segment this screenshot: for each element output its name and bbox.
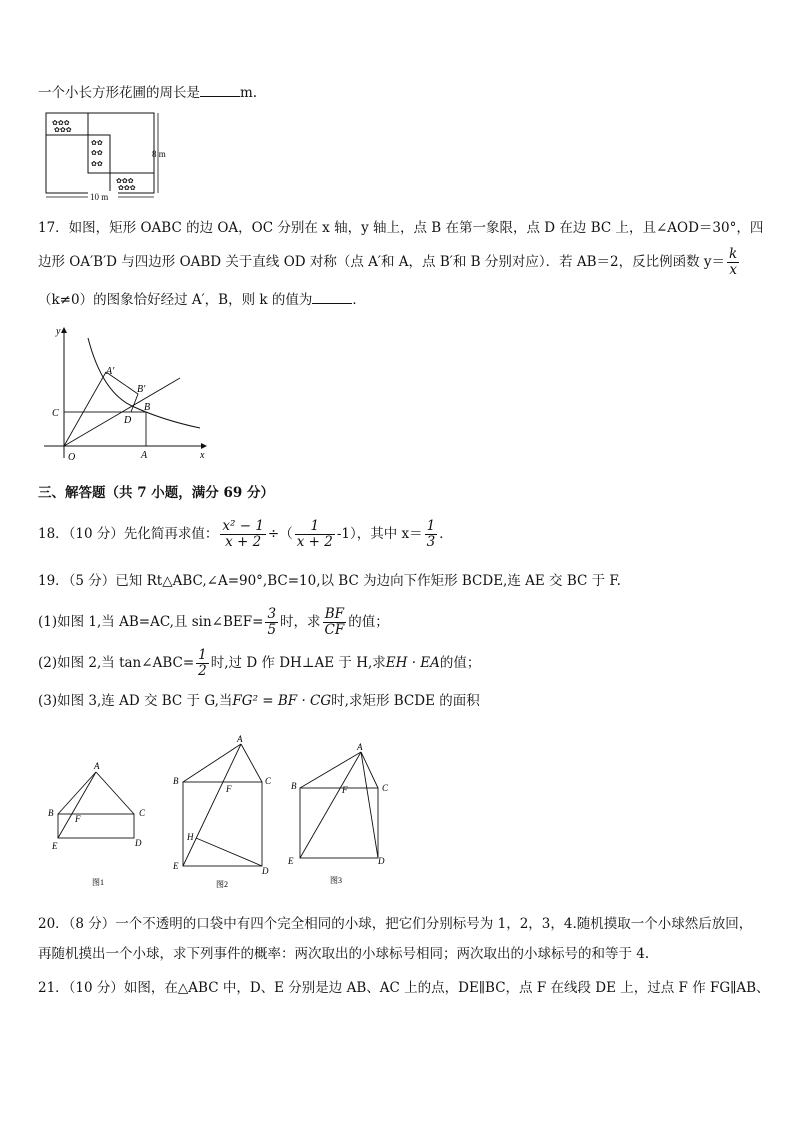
q17-line1: 17．如图，矩形 OABC 的边 OA，OC 分别在 x 轴，y 轴上，点 B 在第一象限，点 D 在边 BC 上，且∠AOD＝30°，四 [38,220,764,236]
k-over-x-fraction: $\frac{k}{x}$ [729,246,738,278]
q19-figures [40,732,410,892]
point-A-label: A [141,450,148,461]
garden-width-label: 10 m [90,192,109,202]
q20-line1: 20．（8 分）一个不透明的口袋中有四个完全相同的小球，把它们分别标号为 1，2，3，4.随机摸取一个小球然后放回， [38,916,753,932]
q17-line2-text: 边形 OA′B′D 与四边形 OABD 关于直线 OD 对称（点 A′和 A，点 B′和 B 分别对应）．若 AB＝2，反比例函数 y＝ [38,254,726,270]
line-OA-prime [64,372,106,446]
segment-A-prime-B-prime-D [106,372,138,412]
q16-tail-unit: m. [240,85,258,101]
q16-tail-text: 一个小长方形花圃的周长是 [38,85,200,101]
q17-line3: （k≠0）的图象恰好经过 A′，B，则 k 的值为 ． [38,292,366,308]
q18-fraction-1: $\frac{\text{x² − 1}}{x + 2}$ [222,518,264,550]
fig3-label-A: A [357,742,363,752]
fig1-label-C: C [139,808,146,818]
q19-fraction-BF-CF: $\frac{BF}{CF}$ [324,606,345,638]
q19-fraction-3-5: $\frac{3}{5}$ [267,606,277,638]
fig2-label-B: B [173,776,179,786]
fig2-label-C: C [265,776,272,786]
q19-line1: 19．（5 分）已知 Rt△ABC,∠A=90°,BC=10,以 BC 为边向下作矩形 BCDE,连 AE 交 BC 于 F. [38,573,621,589]
point-A-prime-label: A′ [106,366,115,377]
q17-line3-text: （k≠0）的图象恰好经过 A′，B，则 k 的值为 [38,292,313,308]
fig3-label-B: B [291,781,297,791]
q21-line1: 21．（10 分）如图，在△ABC 中，D、E 分别是边 AB、AC 上的点，DE∥BC，点 F 在线段 DE 上，过点 F 作 FG∥AB、 [38,980,770,996]
section-3-heading: 三、解答题（共 7 小题，满分 69 分） [38,485,274,501]
rectangle-OABC [64,412,146,446]
fig3-caption: 图3 [330,876,342,885]
q19-part1: (1)如图 1,当 AB=AC,且 sin∠BEF= $\frac{3}{5}$ 时，求 $\frac{BF}{CF}$ 的值； [38,606,389,638]
garden-height-label: 8 m [152,149,166,159]
svg-text:✿✿✿: ✿✿✿ [52,119,70,127]
svg-text:✿✿: ✿✿ [91,149,103,157]
y-axis-label: y [56,326,61,337]
fig2-caption: 图2 [216,880,228,889]
answer-blank [200,84,240,97]
fig1-label-A: A [94,761,100,771]
garden-figure [40,110,180,202]
fig2-label-E: E [173,861,179,871]
fig1-label-D: D [135,838,142,848]
figure-3 [300,752,378,858]
fig2-label-H: H [187,832,194,842]
figure-2 [183,744,262,866]
fig2-label-F: F [226,784,232,794]
q17-graph-figure [40,322,215,462]
svg-text:✿✿✿: ✿✿✿ [116,177,134,185]
q16-tail-line [38,84,257,102]
fig1-label-E: E [52,841,58,851]
q18-line: 18．（10 分）先化简再求值： $\frac{\text{x² − 1}}{x + 2}$ ÷（ $\frac{1}{x + 2}$ -1），其中 x＝ $\frac{1}{3}$ ． [38,518,453,550]
fig2-label-A: A [237,734,243,744]
q19-fraction-1-2: $\frac{1}{2}$ [198,647,207,679]
q18-fraction-2: $\frac{1}{x + 2}$ [296,518,333,550]
fig1-label-F: F [75,814,81,824]
q20-line2: 再随机摸出一个小球，求下列事件的概率：两次取出的小球标号相同；两次取出的小球标号的和等于 4. [38,946,650,962]
point-C-label: C [52,408,59,419]
fig2-label-D: D [262,866,269,876]
origin-label: O [68,452,76,462]
hyperbola-curve [88,338,200,428]
q17-line2 [38,247,741,278]
svg-text:✿✿✿: ✿✿✿ [54,126,72,134]
answer-blank [312,291,352,304]
q18-fraction-3: $\frac{1}{3}$ [426,518,436,550]
point-B-prime-label: B′ [137,384,146,395]
svg-text:✿✿: ✿✿ [91,139,103,147]
fig3-label-D: D [378,856,385,866]
point-B-label: B [144,402,151,413]
x-axis-label: x [200,450,205,461]
q19-part3: (3)如图 3,连 AD 交 BC 于 G,当FG² = BF · CG时,求矩形 BCDE 的面积 [38,693,480,709]
fig1-label-B: B [48,808,54,818]
svg-text:✿✿: ✿✿ [91,160,103,168]
q18-prefix: 18．（10 分）先化简再求值： [38,526,219,542]
fig3-label-F: F [342,785,348,795]
point-D-label: D [124,415,132,426]
fig3-label-C: C [382,783,389,793]
svg-text:✿✿✿: ✿✿✿ [118,184,136,192]
fig3-label-E: E [288,856,294,866]
q19-part2: (2)如图 2,当 tan∠ABC= $\frac{1}{2}$ 时,过 D 作 DH⊥AE 于 H,求EH · EA的值； [38,647,481,679]
fig1-caption: 图1 [92,878,104,887]
figure-1 [58,772,134,838]
